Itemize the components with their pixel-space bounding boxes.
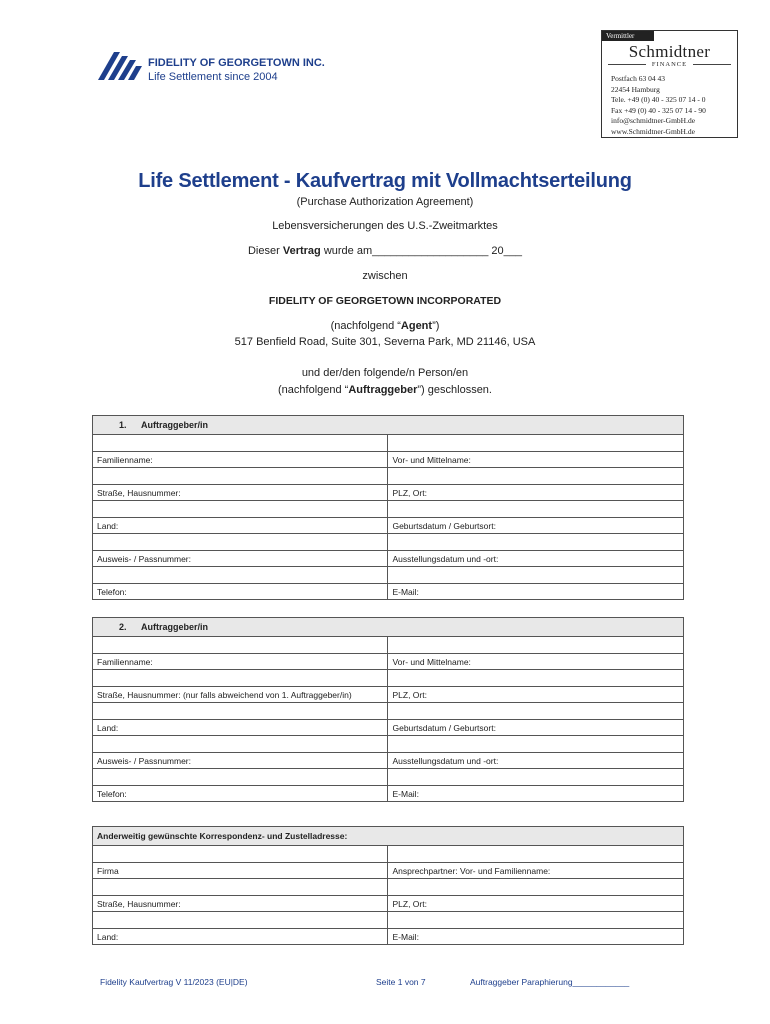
input-street-3[interactable] [93,879,388,896]
input-zip-city-3[interactable] [388,879,684,896]
field-label: Ausweis- / Passnummer: [93,551,388,567]
agent-address-line: info@schmidtner-GmbH.de [611,116,696,126]
agent-stamp-subtitle-row [602,61,737,68]
between-line: zwischen [362,270,408,282]
field-label: PLZ, Ort: [388,687,684,703]
input-country-2[interactable] [93,703,388,720]
agent-address: 517 Benfield Road, Suite 301, Severna Park, MD 21146, USA [234,336,536,348]
contract-suffix: wurde am___________________ 20___ [323,245,523,257]
section-2-title: Auftraggeber/in [141,622,209,632]
agent-address-line: www.Schmidtner-GmbH.de [611,126,695,136]
client-role-prefix: (nachfolgend “ [278,384,349,396]
field-label: Ausstellungsdatum und -ort: [388,753,684,769]
section-1-header [93,416,684,435]
field-label: Telefon: [93,786,388,802]
input-country-3[interactable] [93,912,388,929]
agent-role-line [0,320,770,332]
input-street-1[interactable] [93,468,388,485]
contract-bold: Vertrag [282,245,321,257]
persons-line: und der/den folgende/n Person/en [301,367,469,379]
agent-name: FIDELITY OF GEORGETOWN INCORPORATED [268,295,502,307]
input-family-name-2[interactable] [93,637,388,654]
section-1-title: Auftraggeber/in [141,420,209,430]
input-phone-1[interactable] [93,567,388,584]
field-label: Land: [93,929,388,945]
field-label: Telefon: [93,584,388,600]
contract-date-line [0,245,770,257]
field-label: E-Mail: [388,786,684,802]
market-line: Lebensversicherungen des U.S.-Zweitmarktes [272,220,498,232]
input-company[interactable] [93,846,388,863]
client-role-bold: Auftraggeber [348,384,418,396]
agent-role-suffix: ”) [432,320,440,332]
field-label: Vor- und Mittelname: [388,654,684,670]
agent-address-line: Tele. +49 (0) 40 - 325 07 14 - 0 [611,95,706,105]
input-passport-2[interactable] [93,736,388,753]
field-label: Geburtsdatum / Geburtsort: [388,518,684,534]
agent-role-bold: Agent [400,320,433,332]
input-email-2[interactable] [388,769,684,786]
input-country-1[interactable] [93,501,388,518]
field-label: Vor- und Mittelname: [388,452,684,468]
field-label: Ansprechpartner: Vor- und Familienname: [388,863,684,879]
fidelity-logo [96,48,144,84]
section-1-number: 1. [119,420,127,430]
input-street-2[interactable] [93,670,388,687]
footer-version: Fidelity Kaufvertrag V 11/2023 (EU|DE) [100,977,248,987]
field-label: PLZ, Ort: [388,896,684,912]
company-tagline: Life Settlement since 2004 [148,71,278,83]
agent-stamp-name: Schmidtner [628,42,711,61]
input-issue-1[interactable] [388,534,684,551]
field-label: Land: [93,720,388,736]
agent-stamp-address [611,74,737,138]
field-label: Familienname: [93,452,388,468]
section-2-header [93,618,684,637]
company-name: FIDELITY OF GEORGETOWN INC. [148,57,325,69]
section-1-table [92,415,684,600]
input-passport-1[interactable] [93,534,388,551]
field-label: E-Mail: [388,929,684,945]
field-label: Ausstellungsdatum und -ort: [388,551,684,567]
input-zip-city-1[interactable] [388,468,684,485]
field-label: Geburtsdatum / Geburtsort: [388,720,684,736]
agent-stamp [601,30,738,138]
field-label: Straße, Hausnummer: [93,485,388,501]
agent-address-line: Postfach 63 04 43 [611,74,665,83]
section-2-number: 2. [119,622,127,632]
field-label: PLZ, Ort: [388,485,684,501]
section-3-header: Anderweitig gewünschte Korrespondenz- und Zustelladresse: [93,827,684,846]
section-3-table [92,826,684,945]
input-given-name-2[interactable] [388,637,684,654]
input-email-1[interactable] [388,567,684,584]
input-given-name-1[interactable] [388,435,684,452]
document-subtitle: (Purchase Authorization Agreement) [296,196,474,208]
input-email-3[interactable] [388,912,684,929]
footer-page: Seite 1 von 7 [376,977,426,987]
field-label: Straße, Hausnummer: [93,896,388,912]
input-birth-1[interactable] [388,501,684,518]
client-role-line [0,384,770,396]
agent-role-prefix: (nachfolgend “ [330,320,401,332]
section-2-table [92,617,684,802]
client-role-suffix: ”) geschlossen. [417,384,492,396]
company-brand [148,56,325,84]
agent-address-line: 22454 Hamburg [611,84,660,94]
agent-stamp-label: Vermittler [602,31,654,41]
document-title: Life Settlement - Kaufvertrag mit Vollmachtserteilung [138,170,632,192]
agent-stamp-subtitle: FINANCE [651,61,688,68]
field-label: Straße, Hausnummer: (nur falls abweichend von 1. Auftraggeber/in) [93,687,388,703]
input-family-name-1[interactable] [93,435,388,452]
agent-address-line: Fax +49 (0) 40 - 325 07 14 - 90 [611,105,706,115]
contract-prefix: Dieser [247,245,280,257]
field-label: Familienname: [93,654,388,670]
field-label: E-Mail: [388,584,684,600]
input-zip-city-2[interactable] [388,670,684,687]
field-label: Firma [93,863,388,879]
input-birth-2[interactable] [388,703,684,720]
footer-initials: Auftraggeber Paraphierung____________ [470,977,630,987]
input-contact-person[interactable] [388,846,684,863]
input-phone-2[interactable] [93,769,388,786]
field-label: Ausweis- / Passnummer: [93,753,388,769]
input-issue-2[interactable] [388,736,684,753]
field-label: Land: [93,518,388,534]
